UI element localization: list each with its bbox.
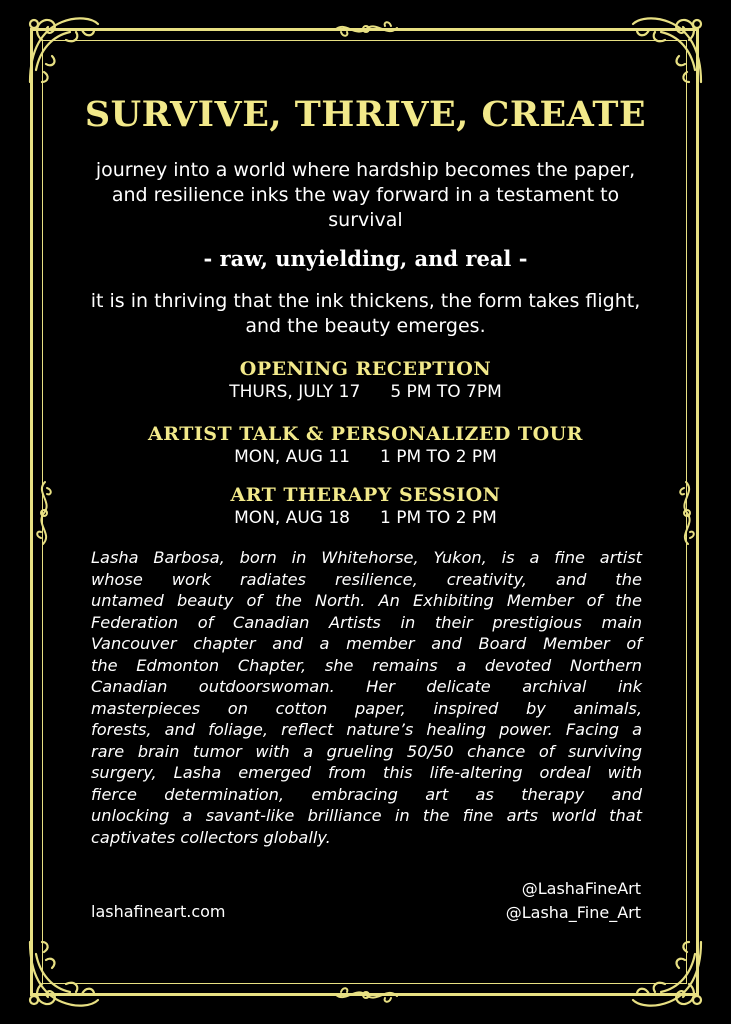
bio-line: Federation of Canadian Artists in their prestigious main bbox=[91, 612, 642, 632]
event-name: OPENING RECEPTION bbox=[239, 358, 492, 380]
intro-text: journey into a world where hardship becomes the paper, and resilience inks the way forward in a testament to survival bbox=[95, 159, 636, 231]
website-link[interactable]: lashafineart.com bbox=[91, 902, 226, 921]
bio-line: the Edmonton Chapter, she remains a devoted Northern bbox=[91, 655, 642, 675]
bio-line: Lasha Barbosa, born in Whitehorse, Yukon, is a fine artist bbox=[91, 548, 642, 567]
event-opening-reception bbox=[0, 357, 731, 403]
tagline: - raw, unyielding, and real - bbox=[203, 246, 528, 271]
corner-flourish-icon bbox=[22, 10, 102, 90]
bio-line: forests, and foliage, reflect nature’s healing power. Facing a bbox=[91, 720, 642, 739]
bio-line: untamed beauty of the North. An Exhibiting Member of the bbox=[91, 591, 642, 610]
event-time: 5 PM TO 7PM bbox=[390, 382, 502, 402]
bio-line: masterpieces on cotton paper, inspired by animals, bbox=[91, 698, 642, 718]
event-datetime bbox=[0, 446, 731, 468]
event-date: MON, AUG 18 bbox=[234, 508, 350, 528]
event-datetime bbox=[0, 381, 731, 403]
bio-line: rare brain tumor with a grueling 50/50 chance of surviving bbox=[91, 741, 642, 761]
bio-line: captivates collectors globally. bbox=[91, 827, 331, 847]
event-date: THURS, JULY 17 bbox=[229, 382, 361, 402]
corner-flourish-icon bbox=[22, 934, 102, 1014]
bio-line: surgery, Lasha emerged from this life-altering ordeal with bbox=[91, 763, 642, 782]
bio-line: Vancouver chapter and a member and Board Member of bbox=[91, 634, 642, 653]
event-time: 1 PM TO 2 PM bbox=[380, 508, 497, 528]
thriving-text: it is in thriving that the ink thickens, the form takes flight, and the beauty emerges. bbox=[90, 290, 641, 337]
event-name: ARTIST TALK & PERSONALIZED TOUR bbox=[148, 423, 583, 445]
event-datetime bbox=[0, 507, 731, 529]
corner-flourish-icon bbox=[629, 934, 709, 1014]
social-handles bbox=[506, 877, 641, 925]
social-handle[interactable]: @LashaFineArt bbox=[521, 879, 641, 898]
event-time: 1 PM TO 2 PM bbox=[380, 447, 497, 467]
event-name: ART THERAPY SESSION bbox=[230, 484, 501, 506]
bio-line: whose work radiates resilience, creativity, and the bbox=[91, 569, 642, 589]
bio-line: unlocking a savant-like brilliance in the fine arts world that bbox=[91, 806, 642, 825]
bio-line: Canadian outdoorswoman. Her delicate archival ink bbox=[91, 677, 642, 696]
event-art-therapy bbox=[0, 483, 731, 529]
page-title: SURVIVE, THRIVE, CREATE bbox=[84, 94, 647, 135]
social-handle[interactable]: @Lasha_Fine_Art bbox=[505, 903, 641, 922]
scroll-flourish-icon bbox=[331, 18, 401, 40]
corner-flourish-icon bbox=[629, 10, 709, 90]
artist-bio bbox=[91, 547, 642, 848]
scroll-flourish-icon bbox=[331, 984, 401, 1006]
bio-line: fierce determination, embracing art as therapy and bbox=[91, 784, 642, 804]
event-date: MON, AUG 11 bbox=[234, 447, 350, 467]
event-artist-talk bbox=[0, 422, 731, 468]
